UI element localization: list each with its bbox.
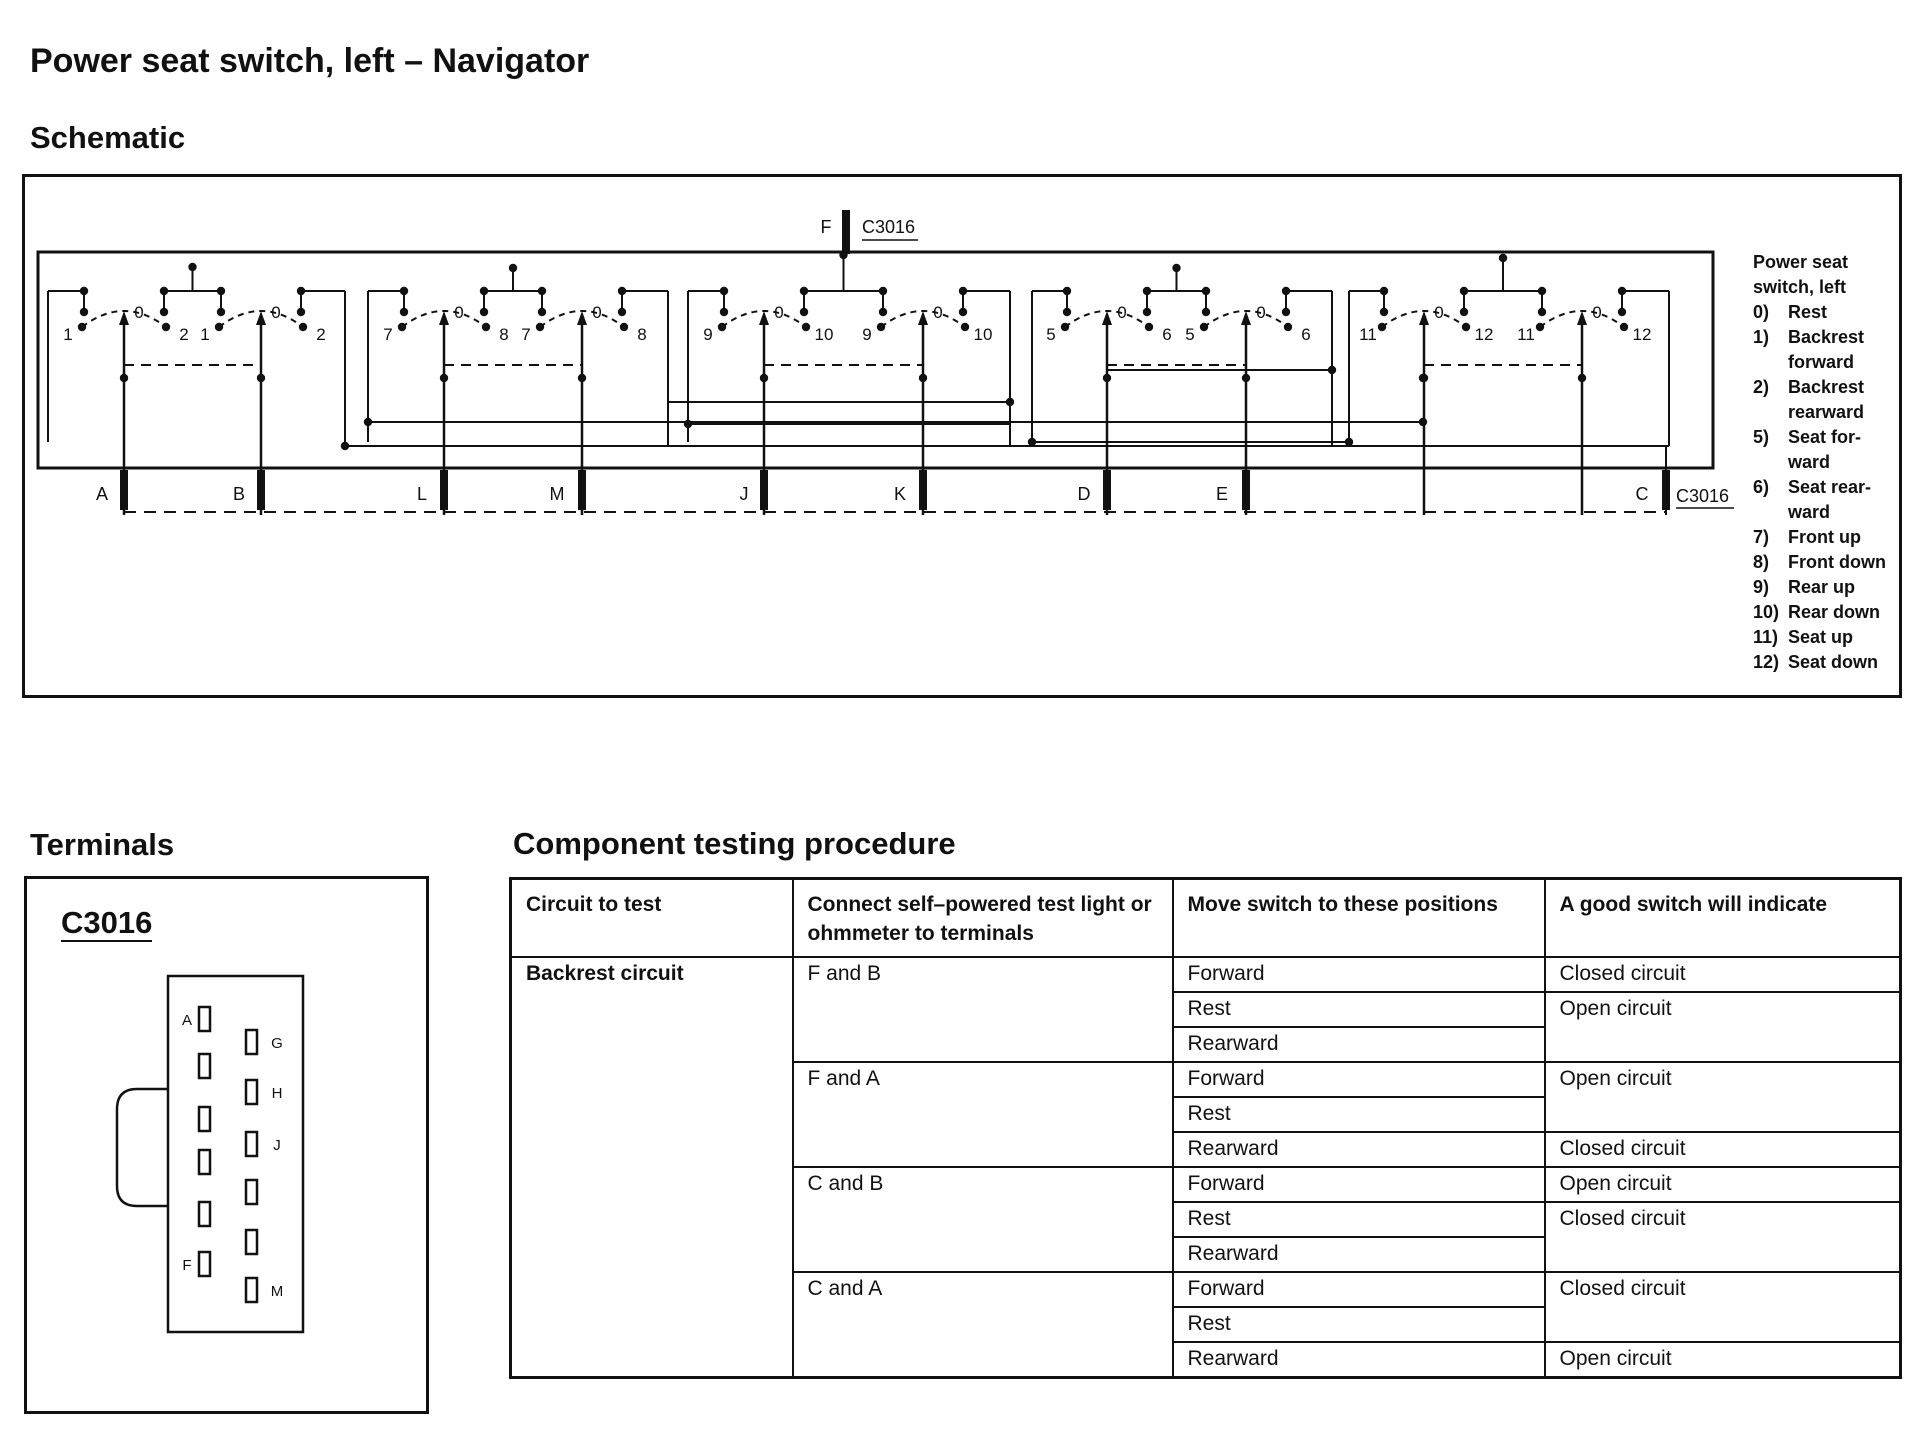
switch-position-label: 0	[1256, 303, 1266, 322]
terminals-cell: C and A	[793, 1272, 1173, 1378]
junction-dot	[961, 323, 969, 331]
legend-item-number: 2)	[1753, 377, 1770, 397]
terminal-label-bottom: M	[549, 484, 565, 504]
terminal-cavity	[246, 1230, 257, 1254]
connector-pin	[578, 470, 586, 510]
legend-item-label: Seat for-ward	[1788, 427, 1862, 472]
switch-position-label: 0	[454, 303, 464, 322]
header-terminals: Connect self–powered test light or ohmmeter to terminals	[793, 879, 1173, 958]
switch-position-label: 6	[1301, 325, 1311, 344]
schematic-heading: Schematic	[30, 120, 186, 155]
junction-dot	[1538, 308, 1546, 316]
junction-dot	[80, 308, 88, 316]
testing-procedure-table	[509, 877, 1902, 1379]
switch-position-label: 0	[1434, 303, 1444, 322]
switch-position-label: 8	[499, 325, 509, 344]
junction-dot	[618, 308, 626, 316]
junction-dot	[1345, 438, 1353, 446]
terminal-label-bottom: A	[95, 484, 109, 504]
legend-item	[1753, 575, 1903, 600]
position-cell: Rest	[1173, 992, 1545, 1027]
junction-dot	[1460, 308, 1468, 316]
junction-dot	[720, 287, 728, 295]
connector-pin	[1662, 470, 1670, 510]
legend-item-label: Front down	[1788, 552, 1886, 572]
legend-item	[1753, 425, 1903, 475]
switch-position-label: 7	[521, 325, 531, 344]
position-cell: Rearward	[1173, 1342, 1545, 1378]
terminal-cavity	[199, 1150, 210, 1174]
result-cell: Open circuit	[1545, 1062, 1901, 1132]
terminal-label-bottom: J	[739, 484, 749, 504]
junction-dot	[1282, 308, 1290, 316]
junction-dot	[1063, 308, 1071, 316]
junction-dot	[160, 287, 168, 295]
switch-housing	[38, 252, 1713, 468]
position-cell: Rearward	[1173, 1237, 1545, 1272]
junction-dot	[1242, 374, 1250, 382]
connector-pin	[919, 470, 927, 510]
junction-dot	[440, 374, 448, 382]
junction-dot	[1380, 308, 1388, 316]
junction-dot	[1143, 287, 1151, 295]
switch-position-label: 0	[1117, 303, 1127, 322]
position-cell: Forward	[1173, 957, 1545, 992]
terminal-label-bottom: K	[893, 484, 907, 504]
connector-title: C3016	[61, 905, 153, 940]
legend-item-label: Backrest rearward	[1788, 377, 1865, 422]
legend-item-number: 6)	[1753, 477, 1770, 497]
terminal-cavity	[246, 1180, 257, 1204]
terminal-label-top: F	[820, 217, 832, 237]
junction-dot	[1618, 287, 1626, 295]
junction-dot	[299, 323, 307, 331]
junction-dot	[1028, 438, 1036, 446]
junction-dot	[341, 442, 349, 450]
junction-dot	[1063, 287, 1071, 295]
wiper-arrow	[119, 311, 129, 325]
position-cell: Forward	[1173, 1272, 1545, 1307]
legend-item-number: 7)	[1753, 527, 1770, 547]
wiper-arrow	[1419, 311, 1429, 325]
header-positions: Move switch to these positions	[1173, 879, 1545, 958]
legend-item-label: Backrest forward	[1788, 327, 1865, 372]
wiper-arrow	[1577, 311, 1587, 325]
switch-position-label: 10	[814, 325, 834, 344]
junction-dot	[1143, 308, 1151, 316]
terminal-label-bottom: B	[232, 484, 246, 504]
terminal-cavity	[199, 1007, 210, 1031]
switch-position-label: 9	[862, 325, 872, 344]
legend-item-number: 11)	[1753, 627, 1779, 647]
switch-position-label: 11	[1517, 325, 1535, 344]
junction-dot	[482, 323, 490, 331]
schematic-legend	[1753, 250, 1903, 675]
junction-dot	[578, 374, 586, 382]
junction-dot	[1620, 323, 1628, 331]
junction-dot	[718, 323, 726, 331]
wiper-arrow	[256, 311, 266, 325]
junction-dot	[1284, 323, 1292, 331]
terminal-label-bottom: D	[1077, 484, 1091, 504]
legend-item-number: 10)	[1753, 602, 1780, 622]
switch-position-label: 2	[179, 325, 189, 344]
legend-item	[1753, 650, 1903, 675]
junction-dot	[1282, 287, 1290, 295]
terminal-cavity	[246, 1278, 257, 1302]
junction-dot	[1536, 323, 1544, 331]
junction-dot	[160, 308, 168, 316]
junction-dot	[959, 308, 967, 316]
junction-dot	[684, 420, 692, 428]
junction-dot	[400, 308, 408, 316]
junction-dot	[800, 287, 808, 295]
junction-dot	[1538, 287, 1546, 295]
connector-label-bottom: C3016	[1676, 486, 1730, 506]
junction-dot	[1202, 308, 1210, 316]
connector-pin	[1103, 470, 1111, 510]
switch-position-label: 0	[271, 303, 281, 322]
legend-item-number: 12)	[1753, 652, 1780, 672]
junction-dot	[538, 287, 546, 295]
wiper-arrow	[1102, 311, 1112, 325]
switch-position-label: 10	[973, 325, 993, 344]
junction-dot	[1378, 323, 1386, 331]
connector-body	[168, 976, 303, 1332]
junction-dot	[879, 308, 887, 316]
junction-dot	[297, 287, 305, 295]
junction-dot	[1462, 323, 1470, 331]
junction-dot	[800, 308, 808, 316]
result-cell: Closed circuit	[1545, 957, 1901, 992]
terminal-cavity	[246, 1132, 257, 1156]
legend-item	[1753, 600, 1903, 625]
connector-pin	[1242, 470, 1250, 510]
switch-position-label: 8	[637, 325, 647, 344]
junction-dot	[536, 323, 544, 331]
legend-item-number: 8)	[1753, 552, 1770, 572]
position-cell: Forward	[1173, 1062, 1545, 1097]
switch-position-label: 0	[933, 303, 943, 322]
junction-dot	[1328, 366, 1336, 374]
connector-pin	[760, 470, 768, 510]
terminal-label-bottom: E	[1215, 484, 1229, 504]
terminals-cell: F and B	[793, 957, 1173, 1062]
junction-dot	[1460, 287, 1468, 295]
junction-dot	[297, 308, 305, 316]
page-title: Power seat switch, left – Navigator	[30, 42, 590, 80]
junction-dot	[80, 287, 88, 295]
terminals-box	[24, 876, 429, 1414]
terminal-cavity	[199, 1202, 210, 1226]
wiper-arrow	[918, 311, 928, 325]
terminal-pin-label: A	[181, 1012, 193, 1029]
terminal-cavity	[199, 1107, 210, 1131]
junction-dot	[1419, 418, 1427, 426]
junction-dot	[215, 323, 223, 331]
circuit-cell: Backrest circuit	[511, 957, 793, 1378]
terminal-pin-label: G	[271, 1035, 283, 1052]
junction-dot	[162, 323, 170, 331]
legend-item-label: Front up	[1788, 527, 1861, 547]
legend-title-line1: Power seat	[1753, 252, 1849, 272]
legend-item	[1753, 325, 1903, 375]
terminal-cavity	[199, 1054, 210, 1078]
switch-position-label: 0	[774, 303, 784, 322]
junction-dot	[877, 323, 885, 331]
junction-dot	[720, 308, 728, 316]
junction-dot	[257, 374, 265, 382]
switch-position-label: 5	[1046, 325, 1056, 344]
switch-position-label: 12	[1632, 325, 1652, 344]
terminal-label-bottom: C	[1635, 484, 1649, 504]
junction-dot	[538, 308, 546, 316]
legend-title-line2: switch, left	[1753, 277, 1847, 297]
junction-dot	[1200, 323, 1208, 331]
switch-position-label: 1	[200, 325, 210, 344]
terminals-heading: Terminals	[30, 827, 175, 862]
result-cell: Open circuit	[1545, 992, 1901, 1062]
legend-item	[1753, 550, 1903, 575]
junction-dot	[1145, 323, 1153, 331]
junction-dot	[760, 374, 768, 382]
terminal-cavity	[246, 1080, 257, 1104]
junction-dot	[217, 287, 225, 295]
junction-dot	[1202, 287, 1210, 295]
junction-dot	[620, 323, 628, 331]
connector-face	[27, 879, 427, 1409]
junction-dot	[618, 287, 626, 295]
legend-item-label: Seat rear-ward	[1788, 477, 1872, 522]
junction-dot	[78, 323, 86, 331]
position-cell: Forward	[1173, 1167, 1545, 1202]
legend-item-number: 9)	[1753, 577, 1770, 597]
terminal-pin-label: M	[270, 1283, 284, 1300]
header-circuit: Circuit to test	[511, 879, 793, 958]
switch-position-label: 7	[383, 325, 393, 344]
switch-position-label: 1	[63, 325, 73, 344]
wiper-arrow	[759, 311, 769, 325]
junction-dot	[398, 323, 406, 331]
connector-pin	[257, 470, 265, 510]
terminal-cavity	[246, 1030, 257, 1054]
switch-position-label: 5	[1185, 325, 1195, 344]
junction-dot	[959, 287, 967, 295]
switch-position-label: 0	[134, 303, 144, 322]
junction-dot	[400, 287, 408, 295]
junction-dot	[120, 374, 128, 382]
position-cell: Rest	[1173, 1307, 1545, 1342]
wiper-arrow	[1241, 311, 1251, 325]
procedure-heading: Component testing procedure	[513, 826, 956, 861]
junction-dot	[879, 287, 887, 295]
position-cell: Rearward	[1173, 1027, 1545, 1062]
switch-position-label: 11	[1359, 325, 1377, 344]
legend-item	[1753, 300, 1903, 325]
junction-dot	[480, 308, 488, 316]
table-row	[511, 957, 1901, 992]
legend-item	[1753, 375, 1903, 425]
junction-dot	[480, 287, 488, 295]
legend-item-number: 5)	[1753, 427, 1770, 447]
junction-dot	[802, 323, 810, 331]
legend-item-label: Rear up	[1788, 577, 1856, 597]
switch-position-label: 0	[592, 303, 602, 322]
terminals-cell: F and A	[793, 1062, 1173, 1167]
junction-dot	[1006, 398, 1014, 406]
switch-position-label: 6	[1162, 325, 1172, 344]
junction-dot	[1061, 323, 1069, 331]
legend-item-number: 1)	[1753, 327, 1770, 347]
junction-dot	[364, 418, 372, 426]
terminal-cavity	[199, 1252, 210, 1276]
switch-position-label: 0	[1592, 303, 1602, 322]
connector-pin	[120, 470, 128, 510]
switch-position-label: 9	[703, 325, 713, 344]
position-cell: Rearward	[1173, 1132, 1545, 1167]
legend-item-label: Seat down	[1788, 652, 1879, 672]
terminal-pin-label: J	[273, 1137, 281, 1154]
wiper-arrow	[577, 311, 587, 325]
connector-pin	[440, 470, 448, 510]
switch-position-label: 12	[1474, 325, 1494, 344]
switch-position-label: 2	[316, 325, 326, 344]
legend-item-number: 0)	[1753, 302, 1770, 322]
result-cell: Closed circuit	[1545, 1132, 1901, 1167]
legend-item-label: Rest	[1788, 302, 1828, 322]
connector-pin	[842, 210, 850, 254]
result-cell: Closed circuit	[1545, 1202, 1901, 1272]
junction-dot	[1578, 374, 1586, 382]
legend-item	[1753, 625, 1903, 650]
position-cell: Rest	[1173, 1097, 1545, 1132]
result-cell: Open circuit	[1545, 1342, 1901, 1378]
junction-dot	[1103, 374, 1111, 382]
wiper-arrow	[439, 311, 449, 325]
legend-item-label: Rear down	[1788, 602, 1881, 622]
junction-dot	[1419, 374, 1427, 382]
terminal-pin-label: F	[182, 1257, 192, 1274]
legend-item	[1753, 475, 1903, 525]
terminals-cell: C and B	[793, 1167, 1173, 1272]
result-cell: Closed circuit	[1545, 1272, 1901, 1342]
result-cell: Open circuit	[1545, 1167, 1901, 1202]
junction-dot	[217, 308, 225, 316]
legend-item-label: Seat up	[1788, 627, 1854, 647]
junction-dot	[919, 374, 927, 382]
table-header-row	[511, 879, 1901, 958]
junction-dot	[1380, 287, 1388, 295]
position-cell: Rest	[1173, 1202, 1545, 1237]
terminal-label-bottom: L	[416, 484, 428, 504]
header-result: A good switch will indicate	[1545, 879, 1901, 958]
connector-latch	[117, 1089, 168, 1206]
connector-label-top: C3016	[862, 217, 916, 237]
junction-dot	[1618, 308, 1626, 316]
terminal-pin-label: H	[271, 1085, 283, 1102]
legend-item	[1753, 525, 1903, 550]
